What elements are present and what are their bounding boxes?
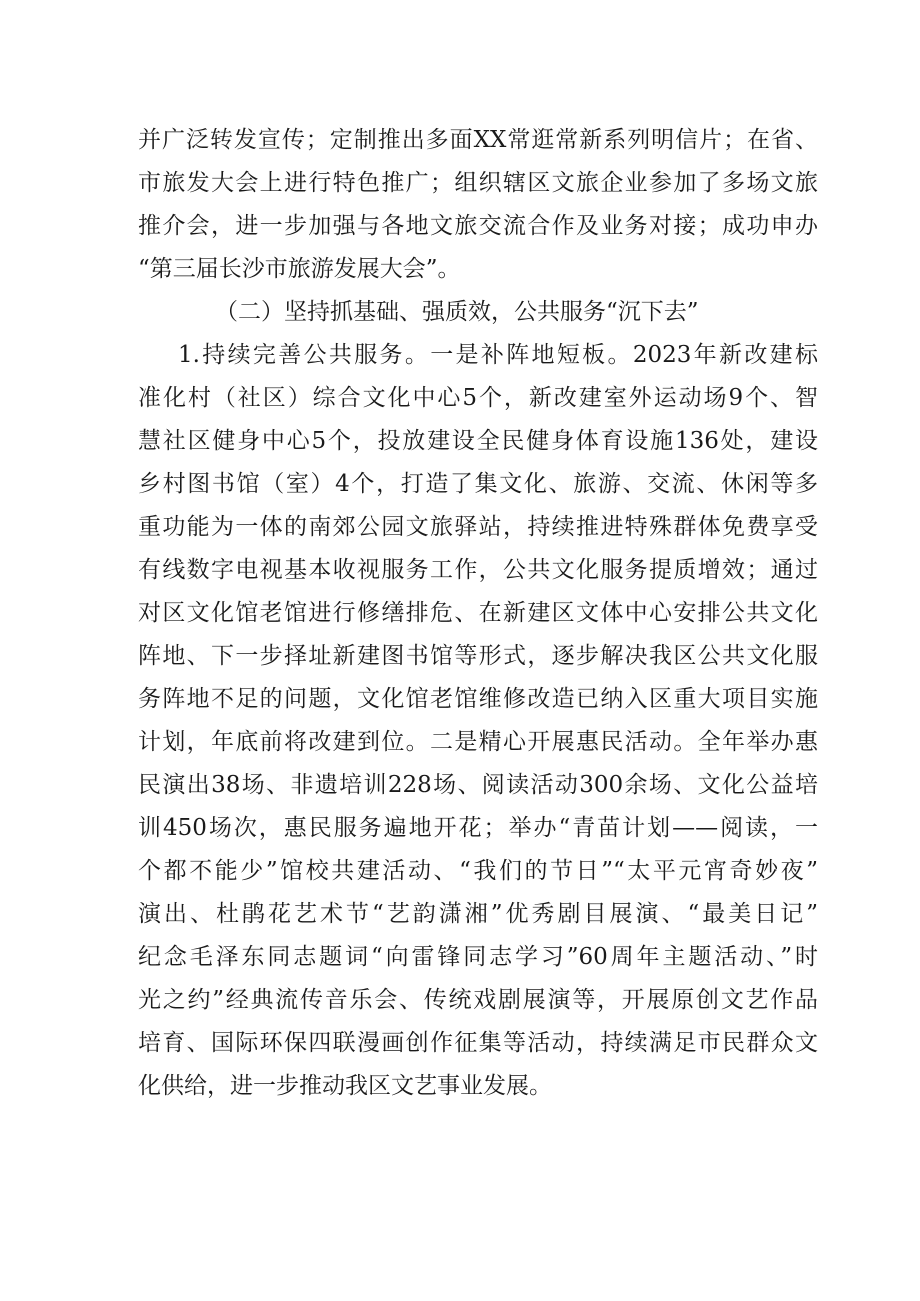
- paragraph-2-line-16: 光之约”经典流传音乐会、传统戏剧展演等，开展原创文艺作品: [138, 987, 818, 1013]
- paragraph-2-line-4: 乡村图书馆（室）4个，打造了集文化、旅游、交流、休闲等多: [138, 471, 818, 497]
- paragraph-2-line-18: 化供给，进一步推动我区文艺事业发展。: [138, 1073, 552, 1099]
- paragraph-2-line-12: 训450场次，惠民服务遍地开花；举办“青苗计划——阅读，一: [138, 815, 818, 841]
- paragraph-1-line-3: 推介会，进一步加强与各地文旅交流合作及业务对接；成功申办: [138, 213, 818, 239]
- paragraph-2-line-9: 务阵地不足的问题，文化馆老馆维修改造已纳入区重大项目实施: [138, 686, 818, 712]
- paragraph-1-line-2: 市旅发大会上进行特色推广；组织辖区文旅企业参加了多场文旅: [138, 170, 818, 196]
- paragraph-2-line-1: 1.持续完善公共服务。一是补阵地短板。2023年新改建标: [178, 342, 818, 368]
- paragraph-2-line-14: 演出、杜鹃花艺术节“艺韵潇湘”优秀剧目展演、“最美日记”: [138, 901, 818, 927]
- paragraph-2-line-11: 民演出38场、非遗培训228场、阅读活动300余场、文化公益培: [138, 772, 818, 798]
- paragraph-2-line-17: 培育、国际环保四联漫画创作征集等活动，持续满足市民群众文: [138, 1030, 818, 1056]
- paragraph-2-line-3: 慧社区健身中心5个，投放建设全民健身体育设施136处，建设: [138, 428, 818, 454]
- paragraph-2-line-5: 重功能为一体的南郊公园文旅驿站，持续推进特殊群体免费享受: [138, 514, 818, 540]
- paragraph-2-line-8: 阵地、下一步择址新建图书馆等形式，逐步解决我区公共文化服: [138, 643, 818, 669]
- paragraph-2-line-15: 纪念毛泽东同志题词“向雷锋同志学习”60周年主题活动、”时: [138, 944, 818, 970]
- paragraph-1-line-1: 并广泛转发宣传；定制推出多面XX常逛常新系列明信片；在省、: [138, 127, 818, 153]
- paragraph-2-line-2: 准化村（社区）综合文化中心5个，新改建室外运动场9个、智: [138, 385, 818, 411]
- paragraph-2-line-10: 计划，年底前将改建到位。二是精心开展惠民活动。全年举办惠: [138, 729, 818, 755]
- paragraph-1-line-4: “第三届长沙市旅游发展大会”。: [138, 256, 461, 282]
- section-heading: （二）坚持抓基础、强质效，公共服务“沉下去”: [215, 299, 699, 325]
- paragraph-2-line-7: 对区文化馆老馆进行修缮排危、在新建区文体中心安排公共文化: [138, 600, 818, 626]
- paragraph-2-line-13: 个都不能少”馆校共建活动、“我们的节日”“太平元宵奇妙夜”: [138, 858, 818, 884]
- paragraph-2-line-6: 有线数字电视基本收视服务工作，公共文化服务提质增效；通过: [138, 557, 818, 583]
